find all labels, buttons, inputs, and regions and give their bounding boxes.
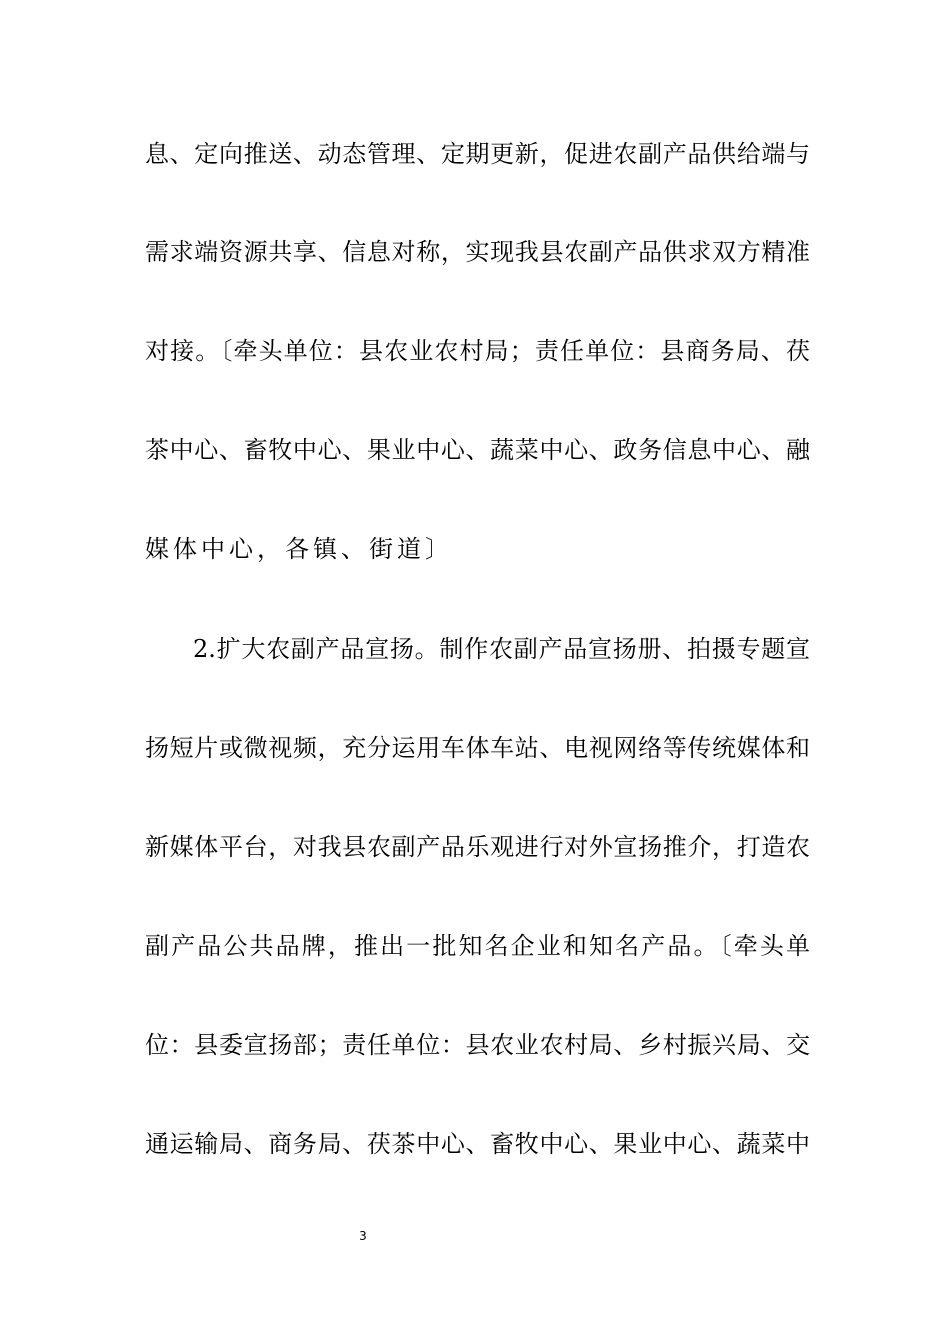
paragraph-2-line-2: 扬短片或微视频，充分运用车体车站、电视网络等传统媒体和 — [145, 734, 810, 762]
page-number: 3 — [359, 1229, 367, 1243]
paragraph-2-line-1: 2.扩大农副产品宣扬。制作农副产品宣扬册、拍摄专题宣 — [193, 635, 810, 663]
paragraph-2-line-3: 新媒体平台，对我县农副产品乐观进行对外宣扬推介，打造农 — [145, 833, 810, 861]
paragraph-2-line-5: 位：县委宣扬部；责任单位：县农业农村局、乡村振兴局、交 — [145, 1031, 810, 1059]
paragraph-2-line-6: 通运输局、商务局、茯茶中心、畜牧中心、果业中心、蔬菜中 — [145, 1130, 810, 1158]
paragraph-1-line-2: 需求端资源共享、信息对称，实现我县农副产品供求双方精准 — [145, 238, 810, 266]
paragraph-1-line-5: 媒体中心，各镇、街道〕 — [145, 535, 453, 563]
paragraph-1-line-3: 对接。〔牵头单位：县农业农村局；责任单位：县商务局、茯 — [145, 337, 810, 365]
paragraph-2-line-4: 副产品公共品牌，推出一批知名企业和知名产品。〔牵头单 — [145, 932, 810, 960]
paragraph-1-line-4: 茶中心、畜牧中心、果业中心、蔬菜中心、政务信息中心、融 — [145, 436, 810, 464]
paragraph-1-line-1: 息、定向推送、动态管理、定期更新，促进农副产品供给端与 — [145, 140, 810, 168]
